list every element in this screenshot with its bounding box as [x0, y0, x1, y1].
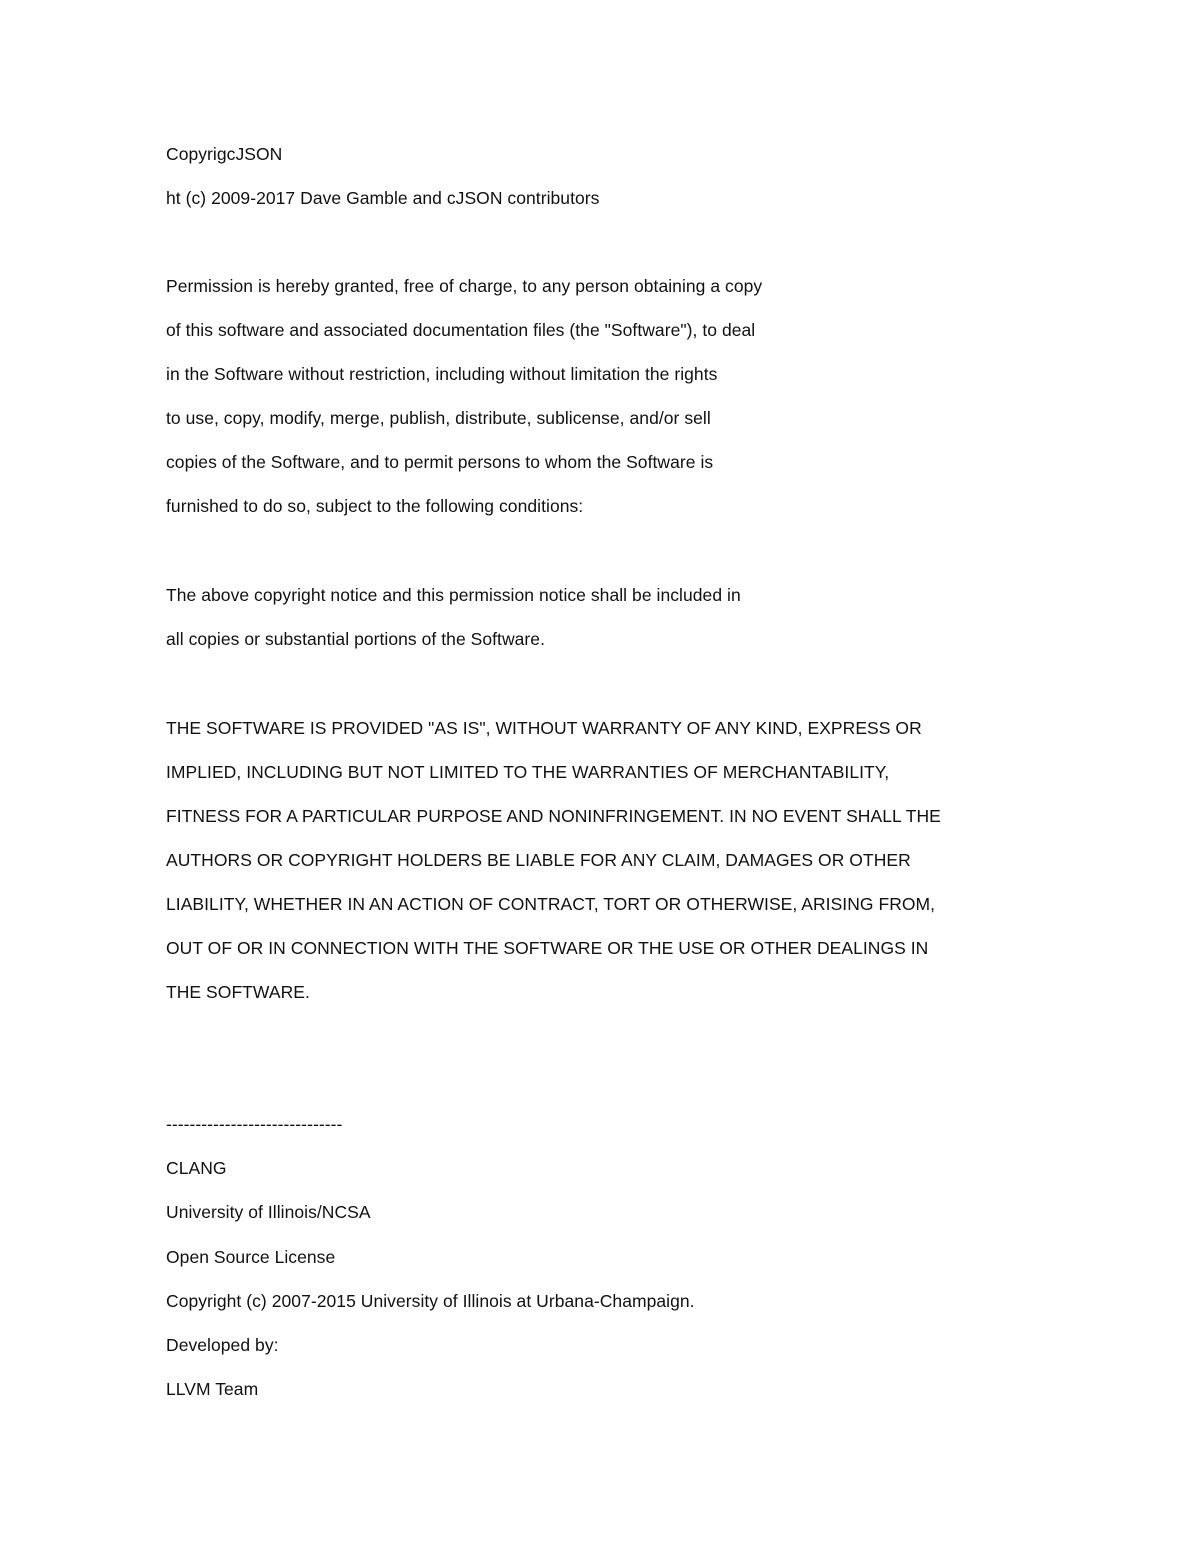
warranty-line-5: LIABILITY, WHETHER IN AN ACTION OF CONTRACT, TORT OR OTHERWISE, ARISING FROM,	[166, 894, 936, 914]
warranty-line-4: AUTHORS OR COPYRIGHT HOLDERS BE LIABLE FOR ANY CLAIM, DAMAGES OR OTHER	[166, 850, 911, 870]
permission-line-3: in the Software without restriction, including without limitation the rights	[166, 364, 718, 384]
clang-team-line: LLVM Team	[166, 1379, 259, 1399]
permission-line-5: copies of the Software, and to permit persons to whom the Software is	[166, 452, 714, 472]
notice-line-1: The above copyright notice and this permission notice shall be included in	[166, 585, 741, 605]
cjson-title-line: CopyrigcJSON	[166, 144, 283, 164]
warranty-line-3: FITNESS FOR A PARTICULAR PURPOSE AND NONINFRINGEMENT. IN NO EVENT SHALL THE	[166, 806, 941, 826]
permission-line-1: Permission is hereby granted, free of charge, to any person obtaining a copy	[166, 276, 763, 296]
permission-line-6: furnished to do so, subject to the following conditions:	[166, 496, 584, 516]
clang-license-line: Open Source License	[166, 1247, 336, 1267]
clang-developed-by-line: Developed by:	[166, 1335, 279, 1355]
cjson-copyright-line: ht (c) 2009-2017 Dave Gamble and cJSON contributors	[166, 188, 600, 208]
notice-line-2: all copies or substantial portions of the Software.	[166, 629, 546, 649]
warranty-line-1: THE SOFTWARE IS PROVIDED "AS IS", WITHOUT WARRANTY OF ANY KIND, EXPRESS OR	[166, 718, 922, 738]
warranty-line-2: IMPLIED, INCLUDING BUT NOT LIMITED TO THE WARRANTIES OF MERCHANTABILITY,	[166, 762, 890, 782]
permission-line-4: to use, copy, modify, merge, publish, distribute, sublicense, and/or sell	[166, 408, 711, 428]
clang-university-line: University of Illinois/NCSA	[166, 1202, 371, 1222]
warranty-line-7: THE SOFTWARE.	[166, 982, 310, 1002]
permission-line-2: of this software and associated documentation files (the "Software"), to deal	[166, 320, 756, 340]
clang-copyright-line: Copyright (c) 2007-2015 University of Illinois at Urbana-Champaign.	[166, 1291, 695, 1311]
clang-heading: CLANG	[166, 1158, 227, 1178]
section-divider: ------------------------------	[166, 1114, 343, 1134]
warranty-line-6: OUT OF OR IN CONNECTION WITH THE SOFTWARE OR THE USE OR OTHER DEALINGS IN	[166, 938, 929, 958]
